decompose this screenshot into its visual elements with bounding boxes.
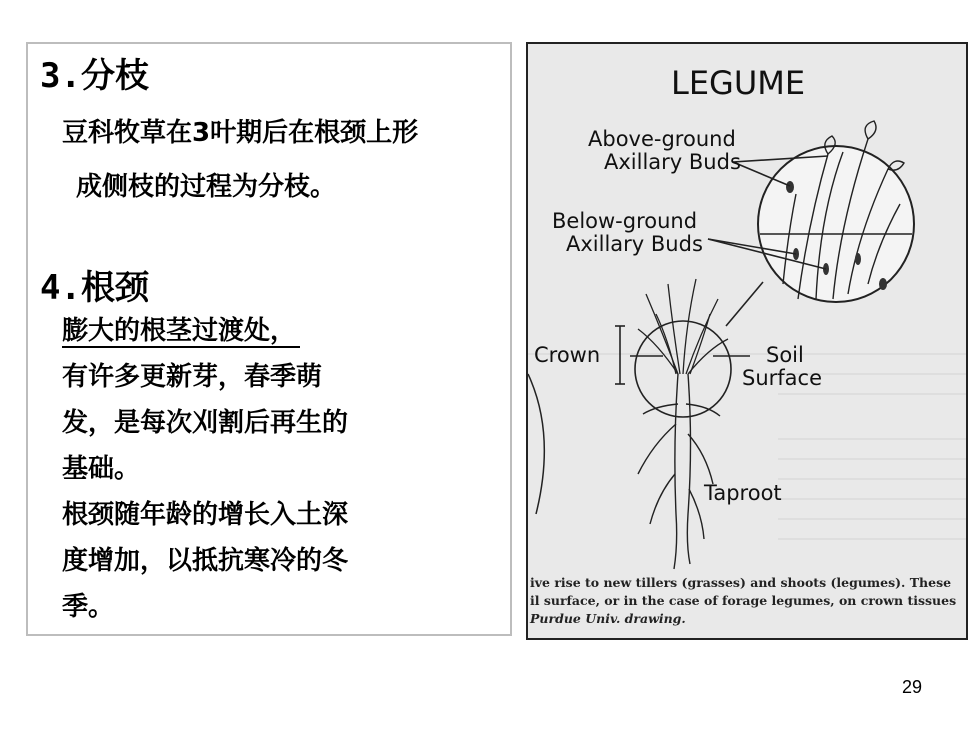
figure-caption [530, 574, 956, 628]
branching-text-line-1: 豆科牧草在3叶期后在根颈上形 [62, 118, 419, 148]
crown-text-line-7: 季。 [62, 592, 115, 622]
page-number: 29 [901, 677, 922, 697]
crown-text [62, 308, 348, 630]
crown-text-line-4: 基础。 [62, 454, 141, 484]
branching-text-line-2: 成侧枝的过程为分枝。 [76, 172, 337, 202]
soil-surface-label: Soil Surface [742, 343, 823, 391]
crown-text-line-3: 发，是每次刈割后再生的 [62, 408, 349, 438]
heading-crown: 4.根颈 [40, 268, 149, 308]
legume-figure [526, 42, 968, 640]
above-ground-label: Above-ground Axillary Buds [588, 127, 741, 175]
text-panel [26, 42, 512, 636]
crown-text-line-5: 根颈随年龄的增长入土深 [62, 500, 349, 530]
caption-line-3: Purdue Univ. drawing. [530, 611, 686, 626]
crown-text-line-1: 膨大的根茎过渡处， [62, 316, 300, 348]
below-ground-label: Below-ground Axillary Buds [552, 209, 703, 257]
taproot-label: Taproot [704, 481, 782, 505]
crown-text-line-2: 有许多更新芽，春季萌 [62, 362, 323, 392]
figure-title: LEGUME [671, 64, 806, 102]
crown-text-line-6: 度增加，以抵抗寒冷的冬 [62, 546, 349, 576]
caption-line-1: ive rise to new tillers (grasses) and shoots (legumes). These [530, 575, 952, 590]
caption-line-2: il surface, or in the case of forage legumes, on crown tissues [530, 593, 957, 608]
heading-branching: 3.分枝 [40, 56, 149, 96]
crown-label: Crown [534, 343, 601, 367]
